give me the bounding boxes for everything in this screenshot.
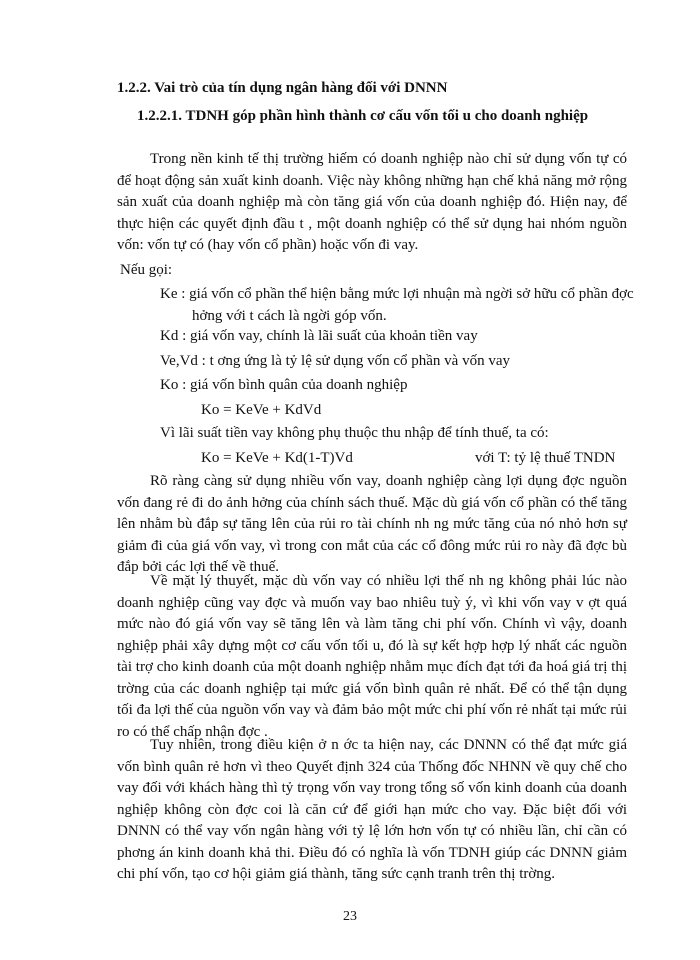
formula-2-note: với T: tỷ lệ thuế TNDN: [475, 450, 616, 466]
definition-kd: Kd : giá vốn vay, chính là lãi suất của khoản tiền vay: [160, 328, 478, 344]
section-heading: 1.2.2. Vai trò của tín dụng ngân hàng đối với DNNN: [117, 80, 448, 96]
definition-ve-vd: Ve,Vd : t ơng ứng là tỷ lệ sử dụng vốn cổ phần và vốn vay: [160, 353, 510, 369]
tax-statement: Vì lãi suất tiền vay không phụ thuộc thu nhập để tính thuế, ta có:: [160, 425, 549, 441]
neu-goi-label: Nếu gọi:: [120, 262, 173, 278]
formula-2: Ko = KeVe + Kd(1-T)Vd: [201, 450, 353, 466]
definition-ke: Ke : giá vốn cổ phần thể hiện bằng mức lợi nhuận mà ngời sở hữu cổ phần đợc hởng với t cách là ngời góp vốn.: [160, 286, 634, 324]
definition-ko: Ko : giá vốn bình quân của doanh nghiệp: [160, 377, 408, 393]
paragraph-dnnn: Tuy nhiên, trong điều kiện ở n ớc ta hiện nay, các DNNN có thể đạt mức giá vốn bình quân rẻ hơn vì theo Quyết định 324 của Thống đốc NHNN về quy chế cho vay đối với khách hàng thì tỷ trọng vốn vay trong tổng số vốn kinh doanh của doanh nghiệp không còn đợc coi là căn cứ để giới hạn mức cho vay. Đặc biệt đối với DNNN có thể vay vốn ngân hàng với tỷ lệ lớn hơn vốn tự có nhiều lần, chỉ cần có phơng án kinh doanh khả thi. Điều đó có nghĩa là vốn TDNH giúp các DNNN giảm chi phí vốn, tạo cơ hội giảm giá thành, tăng sức cạnh tranh trên thị trờng.: [117, 737, 627, 882]
page-number: 23: [343, 909, 357, 924]
paragraph-intro: Trong nền kinh tế thị trường hiếm có doanh nghiệp nào chỉ sử dụng vốn tự có để hoạt động sản xuất kinh doanh. Việc này không những hạn chế khả năng mở rộng sản xuất của doanh nghiệp mà còn tăng giá vốn của doanh nghiệp đó. Hiện nay, để thực hiện các quyết định đầu t , một doanh nghiệp có thể sử dụng hai nhóm nguồn vốn: vốn tự có (hay vốn cổ phần) hoặc vốn đi vay.: [117, 151, 627, 253]
subsection-heading: 1.2.2.1. TDNH góp phần hình thành cơ cấu vốn tối u cho doanh nghiệp: [137, 108, 589, 124]
formula-1: Ko = KeVe + KdVd: [201, 402, 322, 418]
paragraph-theory: Về mặt lý thuyết, mặc dù vốn vay có nhiều lợi thế nh ng không phải lúc nào doanh nghiệp cũng vay đợc và muốn vay bao nhiêu tuỳ ý, vì khi vốn vay v ợt quá mức nào đó giá vốn vay sẽ tăng lên và làm tăng chi phí vốn. Chính vì vậy, doanh nghiệp phải xây dựng một cơ cấu vốn tối u, đó là sự kết hợp hợp lý nhất các nguồn tài trợ cho kinh doanh của một doanh nghiệp nhằm mục đích đạt tới đa hoá giá trị thị trờng của các doanh nghiệp tại mức giá vốn bình quân rẻ nhất. Để có thể tận dụng tối đa lợi thế của nguồn vốn vay và đảm bảo một mức chi phí vốn rẻ nhất tại mức rủi ro có thể chấp nhận đợc .: [117, 573, 627, 740]
paragraph-leverage: Rõ ràng càng sử dụng nhiều vốn vay, doanh nghiệp càng lợi dụng đợc nguồn vốn đang rẻ đi do ảnh hởng của chính sách thuế. Mặc dù giá vốn cổ phần có thể tăng lên nhằm bù đắp sự tăng lên của rủi ro tài chính nh ng mức tăng của nó nhỏ hơn sự giảm đi của giá vốn vay, vì trong con mắt của các cổ đông mức rủi ro này đã đợc bù đắp bởi các lợi thế về thuế.: [117, 473, 627, 575]
